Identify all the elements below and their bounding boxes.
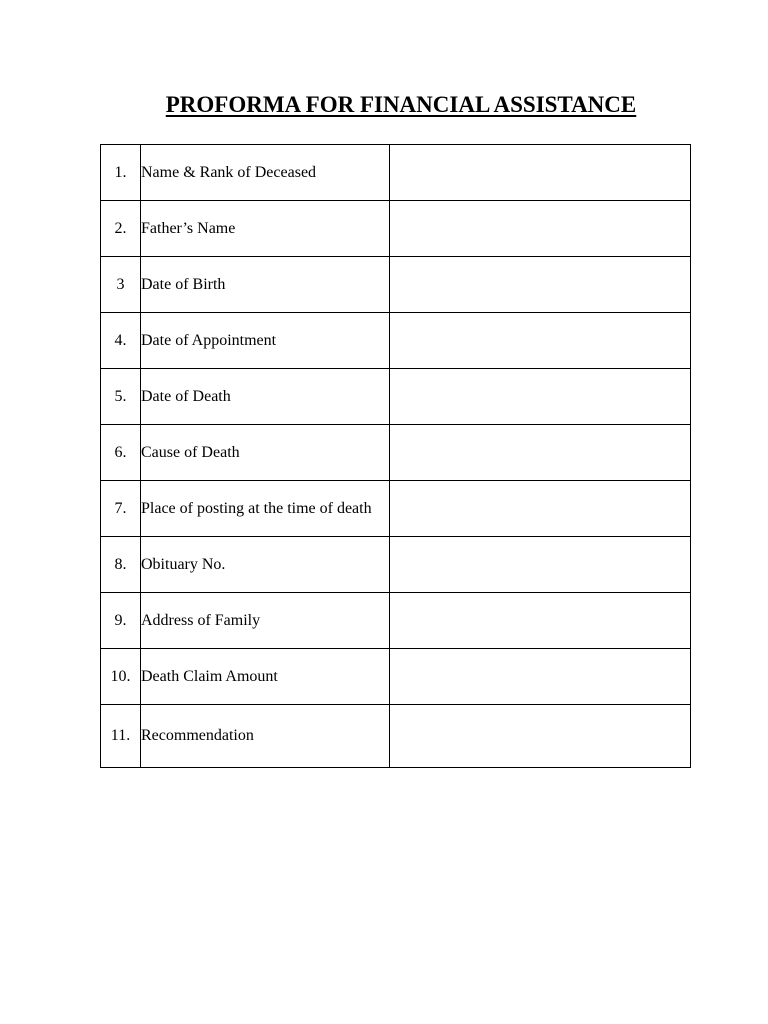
proforma-table bbox=[100, 144, 691, 768]
field-label: Date of Birth bbox=[141, 257, 390, 313]
row-number: 4. bbox=[101, 313, 141, 369]
row-number: 6. bbox=[101, 425, 141, 481]
field-label: Address of Family bbox=[141, 593, 390, 649]
field-value-cell[interactable] bbox=[390, 537, 691, 593]
field-label: Obituary No. bbox=[141, 537, 390, 593]
field-label: Date of Death bbox=[141, 369, 390, 425]
field-value-cell[interactable] bbox=[390, 425, 691, 481]
field-value-cell[interactable] bbox=[390, 705, 691, 768]
row-number: 5. bbox=[101, 369, 141, 425]
field-value-cell[interactable] bbox=[390, 145, 691, 201]
field-label: Place of posting at the time of death bbox=[141, 481, 390, 537]
field-value-cell[interactable] bbox=[390, 369, 691, 425]
field-value-cell[interactable] bbox=[390, 649, 691, 705]
field-label: Recommendation bbox=[141, 705, 390, 768]
field-label: Date of Appointment bbox=[141, 313, 390, 369]
table-row bbox=[101, 649, 691, 705]
page-title: PROFORMA FOR FINANCIAL ASSISTANCE bbox=[165, 92, 637, 117]
field-label: Cause of Death bbox=[141, 425, 390, 481]
row-number: 8. bbox=[101, 537, 141, 593]
row-number: 3 bbox=[101, 257, 141, 313]
field-value-cell[interactable] bbox=[390, 481, 691, 537]
table-row bbox=[101, 537, 691, 593]
row-number: 1. bbox=[101, 145, 141, 201]
table-row bbox=[101, 313, 691, 369]
row-number: 9. bbox=[101, 593, 141, 649]
table-row bbox=[101, 201, 691, 257]
field-label: Father’s Name bbox=[141, 201, 390, 257]
row-number: 10. bbox=[101, 649, 141, 705]
table-row bbox=[101, 257, 691, 313]
field-value-cell[interactable] bbox=[390, 257, 691, 313]
table-row bbox=[101, 145, 691, 201]
table-row bbox=[101, 481, 691, 537]
row-number: 11. bbox=[101, 705, 141, 768]
table-row bbox=[101, 705, 691, 768]
field-value-cell[interactable] bbox=[390, 593, 691, 649]
field-label: Death Claim Amount bbox=[141, 649, 390, 705]
row-number: 7. bbox=[101, 481, 141, 537]
field-label: Name & Rank of Deceased bbox=[141, 145, 390, 201]
table-row bbox=[101, 369, 691, 425]
table-row bbox=[101, 425, 691, 481]
field-value-cell[interactable] bbox=[390, 201, 691, 257]
table-row bbox=[101, 593, 691, 649]
field-value-cell[interactable] bbox=[390, 313, 691, 369]
row-number: 2. bbox=[101, 201, 141, 257]
